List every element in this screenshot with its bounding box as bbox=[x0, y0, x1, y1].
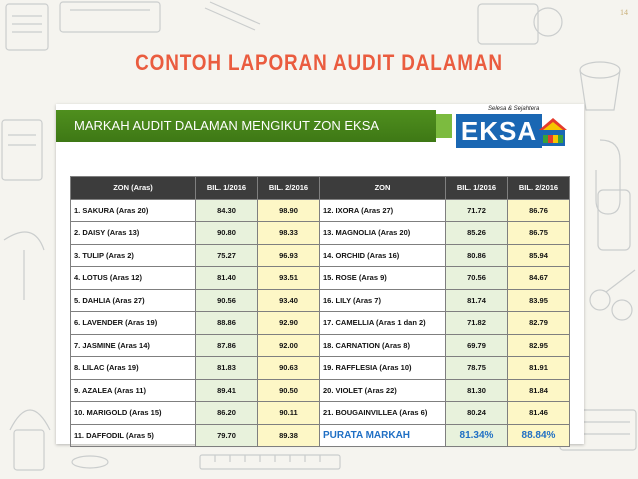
table-row bbox=[71, 222, 570, 245]
table-row bbox=[71, 402, 570, 425]
zone-cell: 8. LILAC (Aras 19) bbox=[71, 357, 196, 380]
zone-cell: 15. ROSE (Aras 9) bbox=[320, 267, 446, 290]
score-cell: 78.75 bbox=[446, 357, 508, 380]
score-cell: 86.20 bbox=[196, 402, 258, 425]
score-cell: 98.90 bbox=[258, 199, 320, 222]
score-cell: 79.70 bbox=[196, 424, 258, 447]
zone-cell: 11. DAFFODIL (Aras 5) bbox=[71, 424, 196, 447]
score-cell: 86.76 bbox=[508, 199, 570, 222]
score-cell: 83.95 bbox=[508, 289, 570, 312]
zone-cell: 2. DAISY (Aras 13) bbox=[71, 222, 196, 245]
table-row bbox=[71, 289, 570, 312]
header-zone-b: ZON bbox=[320, 177, 446, 200]
zone-cell: 18. CARNATION (Aras 8) bbox=[320, 334, 446, 357]
score-cell: 81.40 bbox=[196, 267, 258, 290]
audit-score-table bbox=[70, 176, 570, 447]
average-label: PURATA MARKAH bbox=[320, 424, 446, 447]
zone-cell: 16. LILY (Aras 7) bbox=[320, 289, 446, 312]
score-cell: 80.24 bbox=[446, 402, 508, 425]
score-cell: 89.38 bbox=[258, 424, 320, 447]
zone-cell: 9. AZALEA (Aras 11) bbox=[71, 379, 196, 402]
score-cell: 82.79 bbox=[508, 312, 570, 335]
header-zone-a: ZON (Aras) bbox=[71, 177, 196, 200]
score-cell: 96.93 bbox=[258, 244, 320, 267]
logo-word: EKSA bbox=[456, 114, 542, 148]
zone-cell: 6. LAVENDER (Aras 19) bbox=[71, 312, 196, 335]
page-title: CONTOH LAPORAN AUDIT DALAMAN bbox=[135, 50, 503, 75]
zone-cell: 7. JASMINE (Aras 14) bbox=[71, 334, 196, 357]
zone-cell: 10. MARIGOLD (Aras 15) bbox=[71, 402, 196, 425]
score-cell: 81.46 bbox=[508, 402, 570, 425]
table-row bbox=[71, 267, 570, 290]
zone-cell: 5. DAHLIA (Aras 27) bbox=[71, 289, 196, 312]
score-cell: 93.51 bbox=[258, 267, 320, 290]
page-number: 14 bbox=[620, 8, 628, 17]
table-row bbox=[71, 357, 570, 380]
zone-cell: 1. SAKURA (Aras 20) bbox=[71, 199, 196, 222]
score-cell: 81.83 bbox=[196, 357, 258, 380]
zone-cell: 3. TULIP (Aras 2) bbox=[71, 244, 196, 267]
zone-cell: 20. VIOLET (Aras 22) bbox=[320, 379, 446, 402]
house-icon bbox=[538, 117, 568, 147]
zone-cell: 4. LOTUS (Aras 12) bbox=[71, 267, 196, 290]
score-cell: 98.33 bbox=[258, 222, 320, 245]
zone-cell: 21. BOUGAINVILLEA (Aras 6) bbox=[320, 402, 446, 425]
score-cell: 90.80 bbox=[196, 222, 258, 245]
score-cell: 84.67 bbox=[508, 267, 570, 290]
table-header-row bbox=[71, 177, 570, 200]
score-cell: 81.84 bbox=[508, 379, 570, 402]
table-row bbox=[71, 244, 570, 267]
header-bil1-a: BIL. 1/2016 bbox=[196, 177, 258, 200]
table-row bbox=[71, 312, 570, 335]
logo-tagline: Selesa & Sejahtera bbox=[488, 106, 540, 112]
header-bil1-b: BIL. 1/2016 bbox=[446, 177, 508, 200]
banner-title: MARKAH AUDIT DALAMAN MENGIKUT ZON EKSA bbox=[56, 110, 436, 142]
score-cell: 93.40 bbox=[258, 289, 320, 312]
header-bil2-a: BIL. 2/2016 bbox=[258, 177, 320, 200]
zone-cell: 13. MAGNOLIA (Aras 20) bbox=[320, 222, 446, 245]
score-cell: 81.74 bbox=[446, 289, 508, 312]
table-row bbox=[71, 199, 570, 222]
average-bil2: 88.84% bbox=[508, 424, 570, 447]
slide-card bbox=[56, 104, 584, 444]
score-cell: 85.26 bbox=[446, 222, 508, 245]
score-cell: 84.30 bbox=[196, 199, 258, 222]
header-bil2-b: BIL. 2/2016 bbox=[508, 177, 570, 200]
score-cell: 71.82 bbox=[446, 312, 508, 335]
score-cell: 90.63 bbox=[258, 357, 320, 380]
score-cell: 87.86 bbox=[196, 334, 258, 357]
score-cell: 92.00 bbox=[258, 334, 320, 357]
score-cell: 81.91 bbox=[508, 357, 570, 380]
average-bil1: 81.34% bbox=[446, 424, 508, 447]
score-cell: 70.56 bbox=[446, 267, 508, 290]
zone-cell: 12. IXORA (Aras 27) bbox=[320, 199, 446, 222]
score-cell: 85.94 bbox=[508, 244, 570, 267]
table-row bbox=[71, 379, 570, 402]
eksa-logo bbox=[450, 105, 574, 151]
score-cell: 69.79 bbox=[446, 334, 508, 357]
score-cell: 92.90 bbox=[258, 312, 320, 335]
score-cell: 86.75 bbox=[508, 222, 570, 245]
zone-cell: 19. RAFFLESIA (Aras 10) bbox=[320, 357, 446, 380]
score-cell: 90.56 bbox=[196, 289, 258, 312]
score-cell: 90.11 bbox=[258, 402, 320, 425]
score-cell: 90.50 bbox=[258, 379, 320, 402]
table-row-average bbox=[71, 424, 570, 447]
score-cell: 89.41 bbox=[196, 379, 258, 402]
table-row bbox=[71, 334, 570, 357]
score-cell: 88.86 bbox=[196, 312, 258, 335]
score-cell: 71.72 bbox=[446, 199, 508, 222]
score-cell: 80.86 bbox=[446, 244, 508, 267]
score-cell: 75.27 bbox=[196, 244, 258, 267]
zone-cell: 17. CAMELLIA (Aras 1 dan 2) bbox=[320, 312, 446, 335]
score-cell: 82.95 bbox=[508, 334, 570, 357]
score-cell: 81.30 bbox=[446, 379, 508, 402]
zone-cell: 14. ORCHID (Aras 16) bbox=[320, 244, 446, 267]
